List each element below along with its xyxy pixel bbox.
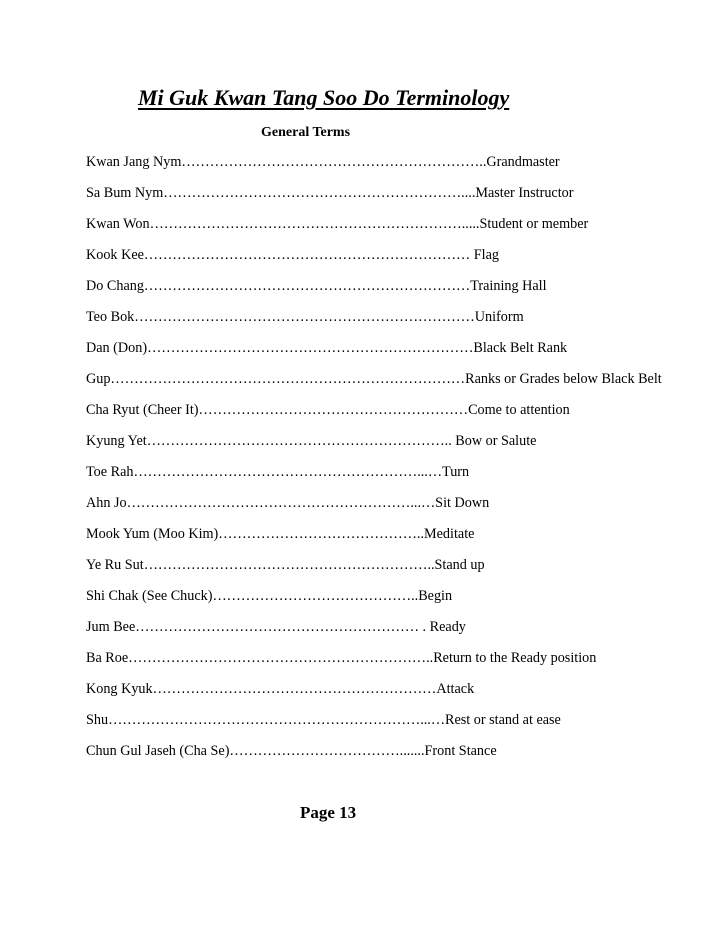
term-row: Shi Chak (See Chuck)……………………………………..Begin	[86, 588, 453, 604]
term-row: Shu…………………………………………………………...…Rest or stand at ease	[86, 712, 561, 728]
term-row: Kyung Yet……………………………………………………….. Bow or Salute	[86, 433, 537, 449]
term-row: Dan (Don)……………………………………………………………Black Belt Rank	[86, 340, 568, 356]
term-row: Do Chang……………………………………………………………Training Hall	[86, 278, 547, 294]
term-row: Cha Ryut (Cheer It)…………………………………………………Come to attention	[86, 402, 570, 418]
term-row: Toe Rah……………………………………………………...…Turn	[86, 464, 470, 480]
term-row: Mook Yum (Moo Kim)……………………………………..Meditate	[86, 526, 475, 542]
terminology-list	[86, 154, 726, 774]
term-row: Ye Ru Sut……………………………………………………..Stand up	[86, 557, 485, 573]
term-row: Kook Kee…………………………………………………………… Flag	[86, 247, 499, 263]
term-row: Teo Bok………………………………………………………………Uniform	[86, 309, 524, 325]
term-row: Ahn Jo……………………………………………………...…Sit Down	[86, 495, 490, 511]
term-row: Gup…………………………………………………………………Ranks or Grades below Black Belt	[86, 371, 662, 387]
term-row: Chun Gul Jaseh (Cha Se)……………………………….......Front Stance	[86, 743, 497, 759]
term-row: Kwan Won………………………………………………………….....Student or member	[86, 216, 589, 232]
term-row: Sa Bum Nym………………………………………………………....Master Instructor	[86, 185, 574, 201]
page-number: Page 13	[300, 803, 357, 822]
section-subtitle: General Terms	[261, 125, 351, 140]
term-row: Jum Bee…………………………………………………… . Ready	[86, 619, 466, 635]
term-row: Kwan Jang Nym………………………………………………………..Grandmaster	[86, 154, 560, 170]
term-row: Ba Roe………………………………………………………..Return to the Ready position	[86, 650, 597, 666]
page-title: Mi Guk Kwan Tang Soo Do Terminology	[138, 85, 510, 110]
term-row: Kong Kyuk……………………………………………………Attack	[86, 681, 475, 697]
